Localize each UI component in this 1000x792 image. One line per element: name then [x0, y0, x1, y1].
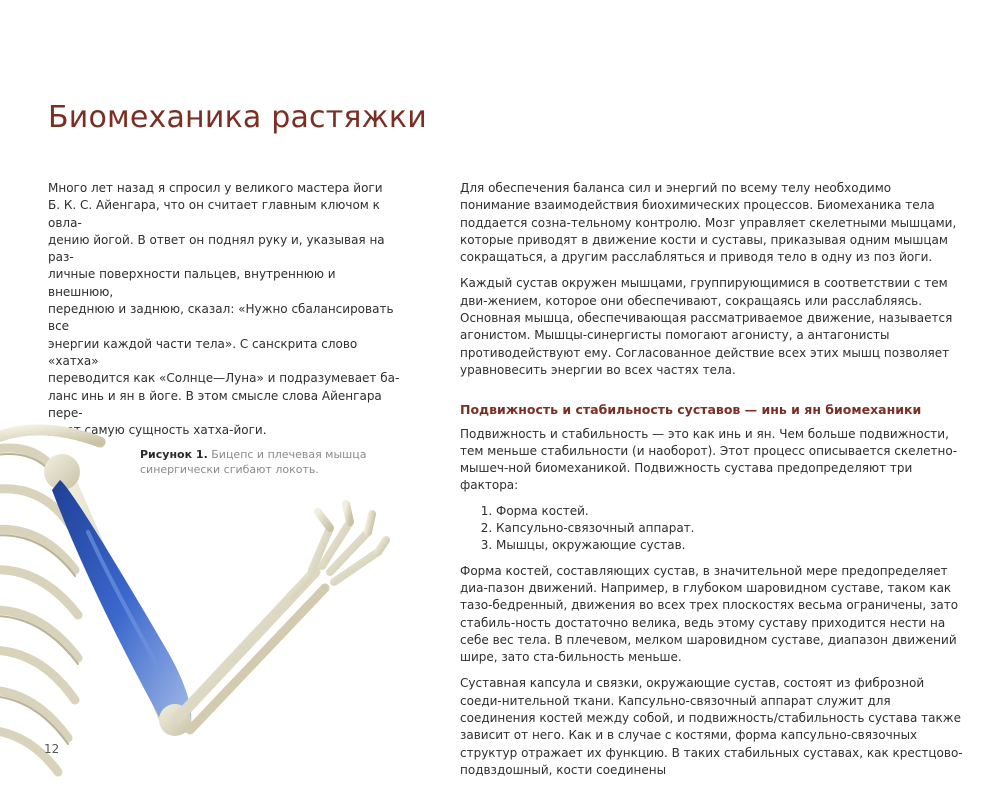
paragraph-mobility: Подвижность и стабильность — это как инь и ян. Чем больше подвижности, тем меньше стабильности (и наоборот). Этот процесс описывается скелетно-мышеч-ной биомеханикой. Подвижность сустава предопределяют три фактора: — [460, 426, 958, 493]
clavicle — [0, 430, 100, 442]
caption-text: Бицепс и плечевая мышца синергически сгибают локоть. — [140, 448, 367, 476]
paragraph-joints: Каждый сустав окружен мышцами, группирующимися в соответствии с тем дви-жением, которое они обеспечивают, сокращаясь или расслабляясь. Основная мышца, обеспечивающая рассматриваемое движение, называется агонистом. Мышцы-синергисты помогают агонисту, а антагонисты противодействуют ему. Согласованное действие всех этих мышц позволяет уравновесить энергии во всех частях тела. — [460, 276, 953, 377]
section-heading: Подвижность и стабильность суставов — инь и ян биомеханики — [460, 402, 922, 418]
intro-line: энергии каждой части тела». С санскрита слово «хатха» — [48, 336, 358, 368]
intro-line: Б. К. С. Айенгара, что он считает главным ключом к овла- — [48, 198, 380, 230]
intro-line: личные поверхности пальцев, внутреннюю и внешнюю, — [48, 267, 336, 299]
intro-line: дению йогой. В ответ он поднял руку и, указывая на раз- — [48, 232, 385, 265]
figure-caption — [140, 447, 370, 477]
intro-line: переводится как «Солнце—Луна» и подразумевает ба- — [48, 371, 400, 386]
intro-line: переднюю и заднюю, сказал: «Нужно сбалансировать все — [48, 302, 394, 334]
list-item: 1. Форма костей. — [496, 503, 965, 520]
paragraph-capsule: Суставная капсула и связки, окружающие сустав, состоят из фиброзной соеди-нительной ткани. Капсульно-связочный аппарат служит для соединения костей между собой, и подвижность/стабильность сустава также зависит от него. Как и в случае с костями, форма капсульно-связочных структур отражает их функцию. В таких стабильных суставах, как крестцово-подвздошный, кости соединены — [460, 676, 963, 777]
ulna — [190, 588, 325, 730]
caption-label: Рисунок 1. — [140, 448, 208, 461]
intro-line: Много лет назад я спросил у великого мастера йоги — [48, 181, 383, 195]
hand-bones — [290, 504, 386, 596]
main-column — [460, 180, 965, 779]
paragraph-bone-shape: Форма костей, составляющих сустав, в значительной мере предопределяет диа-пазон движений. Например, в глубоком шаровидном суставе, таком как тазо-бедренный, движения во всех трех плоскостях весьма ограничены, зато стабиль-ность достаточно велика, ведь этому суставу приходится нести на себе вес тела. В плечевом, мелком шаровидном суставе, диапазон движений шире, зато ста-бильность меньше. — [460, 563, 959, 665]
factors-list — [460, 503, 965, 555]
page-title: Биомеханика растяжки — [48, 100, 427, 135]
list-item: 3. Мышцы, окружающие сустав. — [496, 537, 965, 554]
list-item: 2. Капсульно-связочный аппарат. — [496, 520, 965, 537]
intro-column — [48, 180, 400, 439]
paragraph-balance: Для обеспечения баланса сил и энергий по всему телу необходимо понимание взаимодействия биохимических процессов. Биомеханика тела поддается созна-тельному контролю. Мозг управляет скелетными мышцами, которые приводят в движение кости и суставы, приказывая одним мышцам сокращаться, а другим расслабляться и приводя тело в одну из поз йоги. — [460, 181, 957, 265]
intro-line: ланс инь и ян в йоге. В этом смысле слова Айенгара пере- — [48, 388, 382, 420]
intro-line: дают самую сущность хатха-йоги. — [48, 423, 267, 438]
page-number: 12 — [44, 742, 60, 756]
